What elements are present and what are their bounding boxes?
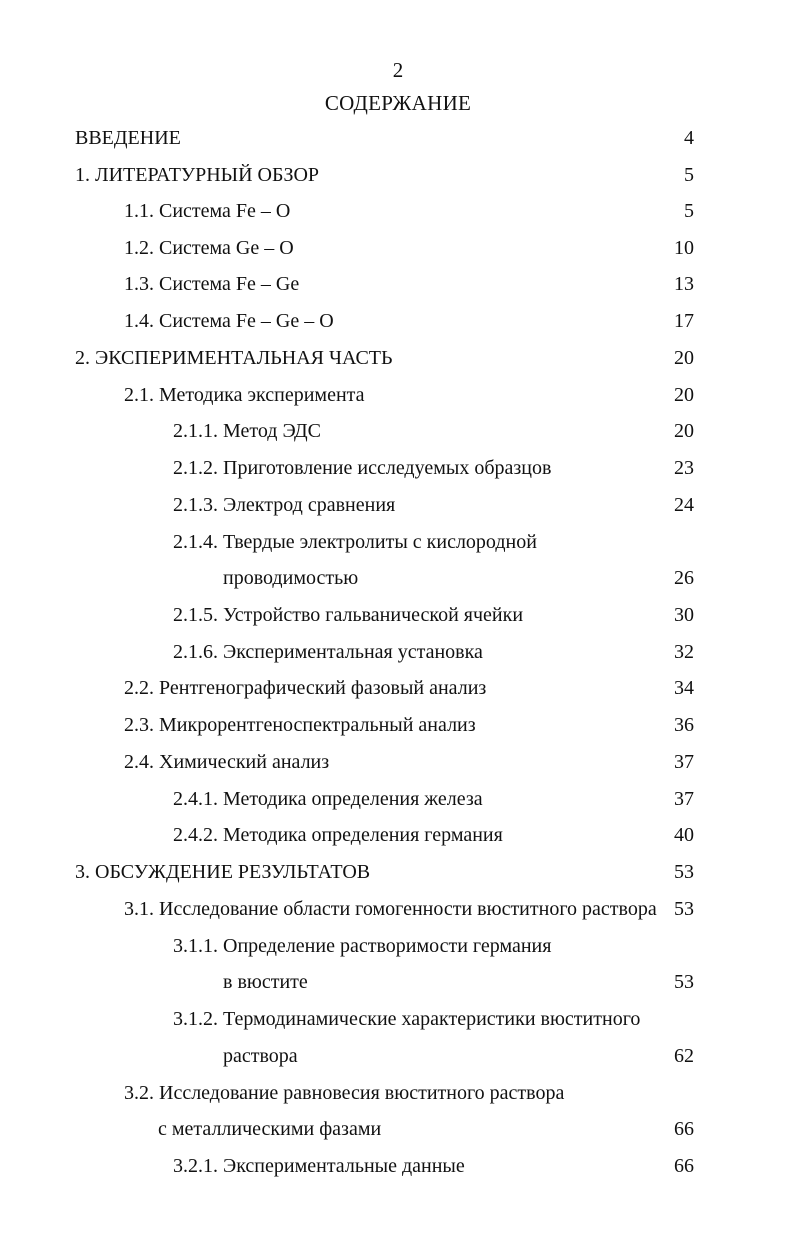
toc-entry-title: 2.1.6. Экспериментальная установка [173, 641, 483, 663]
page-number: 2 [392, 58, 404, 82]
toc-entry-page: 20 [674, 384, 694, 406]
toc-entry [0, 237, 796, 267]
toc-entry-title: раствора [223, 1045, 298, 1067]
toc-entry-title: 1.4. Система Fe – Ge – O [124, 310, 334, 332]
toc-entry [0, 1155, 796, 1185]
toc-entry [0, 1008, 796, 1038]
toc-entry [0, 935, 796, 965]
toc-entry [0, 384, 796, 414]
toc-entry [0, 164, 796, 194]
toc-entry-title: 2.1.5. Устройство гальванической ячейки [173, 604, 524, 626]
toc-entry-title: ВВЕДЕНИЕ [75, 127, 181, 149]
toc-entry-title: 2.1. Методика эксперимента [124, 384, 365, 406]
toc-entry [0, 898, 796, 928]
toc-entry [0, 677, 796, 707]
toc-entry [0, 751, 796, 781]
toc-entry-title: 2. ЭКСПЕРИМЕНТАЛЬНАЯ ЧАСТЬ [75, 347, 393, 369]
toc-entry-title: 2.1.4. Твердые электролиты с кислородной [173, 531, 537, 553]
toc-entry-title: 2.4. Химический анализ [124, 751, 330, 773]
toc-entry-page: 66 [674, 1118, 694, 1140]
toc-entry-continuation [0, 971, 796, 1001]
toc-entry-title: проводимостью [223, 567, 359, 589]
toc-entry [0, 420, 796, 450]
toc-entry-title: 3.1.1. Определение растворимости германия [173, 935, 552, 957]
toc-entry-title: 1.2. Система Ge – O [124, 237, 294, 259]
toc-entry-title: 1.3. Система Fe – Ge [124, 273, 300, 295]
toc-entry [0, 641, 796, 671]
toc-entry-page: 53 [674, 861, 694, 883]
toc-entry [0, 824, 796, 854]
toc-entry-title: 2.2. Рентгенографический фазовый анализ [124, 677, 487, 699]
toc-entry-title: 3.1.2. Термодинамические характеристики вюститного [173, 1008, 641, 1030]
toc-entry-page: 32 [674, 641, 694, 663]
toc-entry-page: 24 [674, 494, 694, 516]
toc-entry [0, 788, 796, 818]
toc-entry-page: 10 [674, 237, 694, 259]
toc-entry-page: 20 [674, 347, 694, 369]
toc-entry-title: 2.1.3. Электрод сравнения [173, 494, 396, 516]
toc-entry-page: 17 [674, 310, 694, 332]
toc-entry-title: 3.1. Исследование области гомогенности вюститного раствора [124, 898, 657, 920]
toc-entry [0, 127, 796, 157]
toc-entry-page: 4 [684, 127, 694, 149]
toc-entry-page: 37 [674, 751, 694, 773]
toc-entry [0, 1082, 796, 1112]
page-title: СОДЕРЖАНИЕ [324, 91, 472, 115]
toc-entry-page: 5 [684, 164, 694, 186]
toc-entry-title: 2.4.1. Методика определения железа [173, 788, 483, 810]
toc-entry [0, 494, 796, 524]
toc-entry-title: 1. ЛИТЕРАТУРНЫЙ ОБЗОР [75, 164, 320, 186]
toc-entry-page: 53 [674, 898, 694, 920]
toc-entry [0, 531, 796, 561]
toc-entry-page: 20 [674, 420, 694, 442]
toc-entry-page: 37 [674, 788, 694, 810]
toc-entry [0, 861, 796, 891]
toc-entry-title: 2.1.2. Приготовление исследуемых образцов [173, 457, 552, 479]
toc-entry [0, 273, 796, 303]
toc-entry-page: 53 [674, 971, 694, 993]
toc-entry-page: 34 [674, 677, 694, 699]
toc-entry [0, 200, 796, 230]
toc-entry-page: 23 [674, 457, 694, 479]
toc-entry-title: 1.1. Система Fe – O [124, 200, 291, 222]
toc-entry-title: 2.4.2. Методика определения германия [173, 824, 503, 846]
toc-entry-page: 62 [674, 1045, 694, 1067]
toc-entry [0, 604, 796, 634]
toc-entry-title: 3. ОБСУЖДЕНИЕ РЕЗУЛЬТАТОВ [75, 861, 371, 883]
toc-entry-page: 66 [674, 1155, 694, 1177]
toc-entry-page: 30 [674, 604, 694, 626]
toc-entry-title: 3.2.1. Экспериментальные данные [173, 1155, 465, 1177]
toc-entry [0, 714, 796, 744]
toc-entry [0, 310, 796, 340]
toc-entry [0, 347, 796, 377]
toc-entry-page: 40 [674, 824, 694, 846]
toc-entry [0, 457, 796, 487]
toc-entry-title: 2.1.1. Метод ЭДС [173, 420, 321, 442]
toc-entry-page: 5 [684, 200, 694, 222]
toc-entry-continuation [0, 1118, 796, 1148]
toc-entry-page: 26 [674, 567, 694, 589]
toc-entry-title: в вюстите [223, 971, 308, 993]
toc-entry-continuation [0, 1045, 796, 1075]
toc-entry-title: 2.3. Микрорентгеноспектральный анализ [124, 714, 476, 736]
toc-entry-continuation [0, 567, 796, 597]
toc-entry-title: с металлическими фазами [158, 1118, 382, 1140]
toc-entry-title: 3.2. Исследование равновесия вюститного раствора [124, 1082, 565, 1104]
toc-entry-page: 13 [674, 273, 694, 295]
toc-entry-page: 36 [674, 714, 694, 736]
